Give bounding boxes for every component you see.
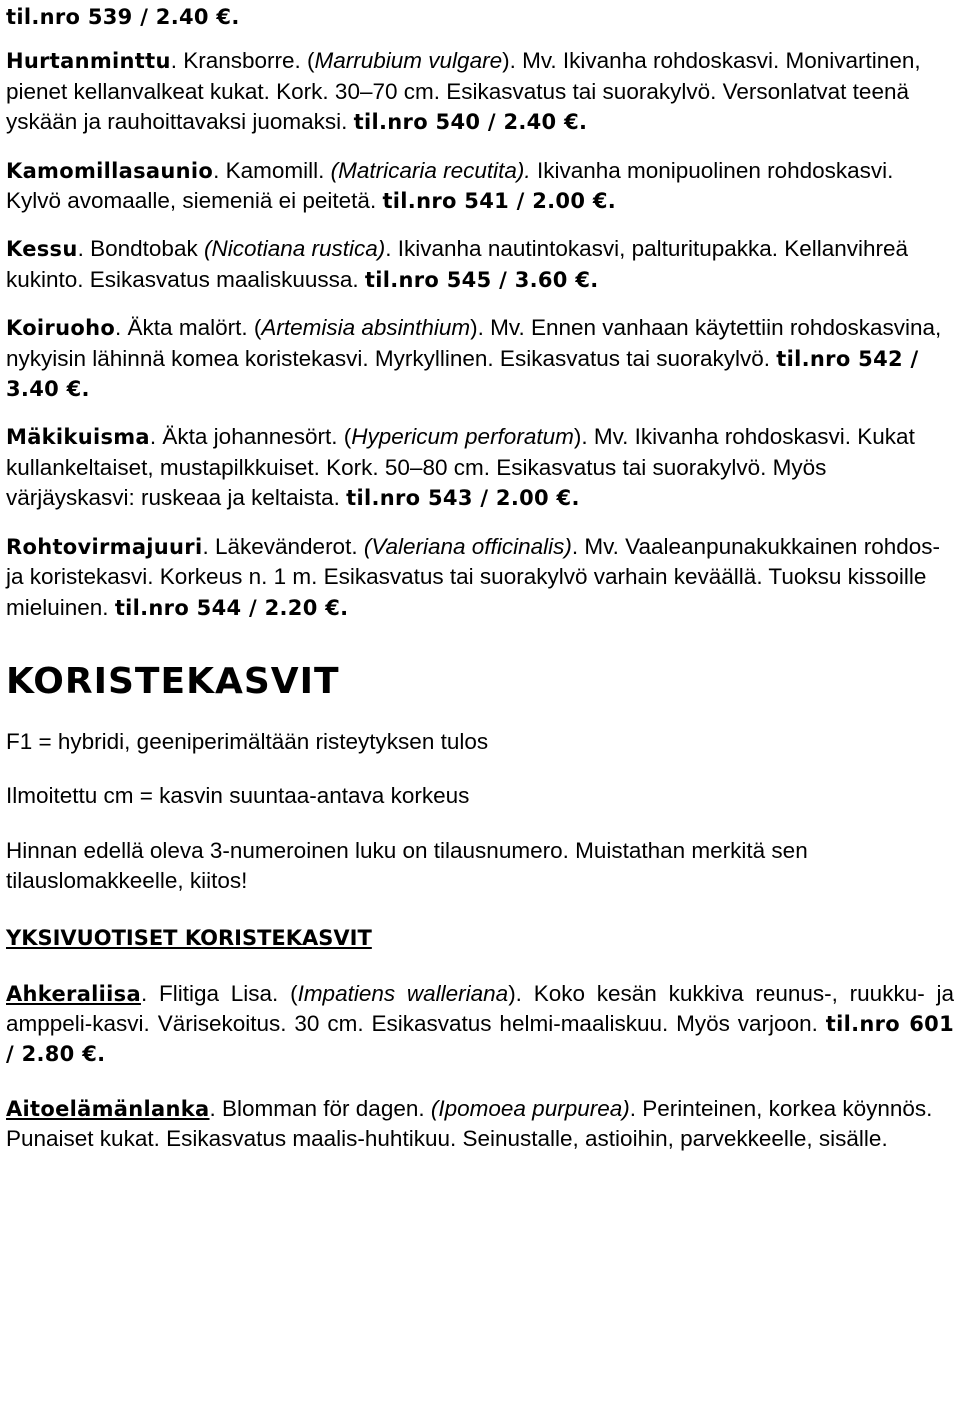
plant-entry-hurtanminttu: [6, 46, 954, 137]
order-number: til.nro 543 / 2.00 €.: [346, 486, 580, 511]
order-number: til.nro 539 / 2.40 €.: [6, 5, 240, 29]
plant-description: ). Mv. Ennen vanhaan käytettiin rohdoskasvina, nykyisin lähinnä komea koristekasvi. Myrkyllinen. Esikasvatus tai suorakylvö.: [6, 315, 942, 371]
plant-description: ). Mv. Ikivanha rohdoskasvi. Monivartinen, pienet kellanvalkeat kukat. Kork. 30–70 cm. Esikasvatus tai suorakylvö. Versonlatvat teenä yskään ja rauhoittavaksi juomaksi.: [6, 48, 921, 135]
latin-name: (Nicotiana rustica): [203, 236, 386, 262]
plant-entry-rohtovirmajuuri: [6, 532, 954, 623]
latin-name: (Matricaria recutita).: [330, 157, 531, 183]
order-number: til.nro 544 / 2.20 €.: [114, 595, 349, 620]
section-heading: KORISTEKASVIT: [6, 660, 340, 702]
order-number: til.nro 542 / 3.40 €.: [6, 346, 919, 402]
swedish-name: . Blomman för dagen.: [209, 1095, 431, 1121]
plant-entry-kamomillasaunio: [6, 156, 954, 217]
plant-name: Kamomillasaunio: [6, 158, 214, 183]
plant-description: . Perinteinen, korkea köynnös. Punaiset kukat. Esikasvatus maalis-huhtikuu. Seinustalle, astioihin, parvekkeelle, sisälle.: [6, 1095, 933, 1152]
swedish-name: . Kransborre. (: [170, 48, 315, 74]
order-number: til.nro 541 / 2.00 €.: [382, 189, 617, 214]
latin-name: Artemisia absinthium: [261, 315, 471, 341]
latin-name: Impatiens walleriana: [297, 980, 509, 1006]
plant-description: ). Koko kesän kukkiva reunus-, ruukku- ja amppeli-kasvi. Värisekoitus. 30 cm. Esikasvatus helmi-maaliskuu. Myös varjoon.: [6, 980, 954, 1036]
swedish-name: . Flitiga Lisa. (: [140, 980, 298, 1006]
plant-entry-aitoelamanlanka: [6, 1094, 954, 1155]
swedish-name: . Kamomill.: [213, 157, 331, 183]
plant-name: Mäkikuisma: [6, 425, 150, 450]
swedish-name: . Äkta malört. (: [115, 315, 262, 341]
plant-entry-makikuisma: [6, 422, 954, 513]
swedish-name: . Bondtobak: [77, 236, 204, 262]
plant-name: Kessu: [6, 237, 78, 262]
plant-name: Hurtanminttu: [6, 49, 171, 74]
catalog-page: [6, 0, 954, 1155]
plant-description: . Mv. Vaaleanpunakukkainen rohdos- ja koristekasvi. Korkeus n. 1 m. Esikasvatus tai suorakylvö varhain keväällä. Tuoksu kissoille mieluinen.: [6, 533, 940, 620]
plant-entry-ahkeraliisa: [6, 979, 954, 1070]
plant-description: ). Mv. Ikivanha rohdoskasvi. Kukat kullankeltaiset, mustapilkkuiset. Kork. 50–80 cm. Esikasvatus tai suorakylvö. Myös värjäyskasvi: ruskeaa ja keltaista.: [6, 424, 915, 511]
swedish-name: . Äkta johannesört. (: [149, 424, 352, 450]
swedish-name: . Läkevänderot.: [202, 533, 364, 559]
plant-description: Ikivanha monipuolinen rohdoskasvi. Kylvö avomaalle, siemeniä ei peitetä.: [6, 157, 894, 214]
order-number: til.nro 540 / 2.40 €.: [353, 110, 588, 135]
plant-entry-kessu: [6, 234, 954, 295]
plant-entry-koiruoho: [6, 313, 954, 404]
order-line-539: [6, 2, 954, 32]
plant-name: Rohtovirmajuuri: [6, 534, 203, 559]
note-cm: Ilmoitettu cm = kasvin suuntaa-antava korkeus: [6, 783, 470, 809]
note-f1: F1 = hybridi, geeniperimältään risteytyksen tulos: [6, 728, 489, 754]
order-number: til.nro 601 / 2.80 €.: [6, 1011, 954, 1067]
plant-name: Koiruoho: [6, 316, 116, 341]
latin-name: Hypericum perforatum: [351, 424, 574, 450]
note-order-number: Hinnan edellä oleva 3-numeroinen luku on tilausnumero. Muistathan merkitä sen tilauslomakkeelle, kiitos!: [6, 837, 808, 894]
plant-description: . Ikivanha nautintokasvi, palturitupakka. Kellanvihreä kukinto. Esikasvatus maaliskuussa.: [6, 236, 909, 292]
subheading-annuals: YKSIVUOTISET KORISTEKASVIT: [6, 925, 372, 950]
latin-name: (Valeriana officinalis): [363, 533, 572, 559]
order-number: til.nro 545 / 3.60 €.: [364, 267, 599, 292]
latin-name: (Ipomoea purpurea): [430, 1095, 630, 1121]
latin-name: Marrubium vulgare: [314, 48, 503, 74]
plant-name: Ahkeraliisa: [6, 981, 141, 1006]
plant-name: Aitoelämänlanka: [6, 1096, 210, 1121]
